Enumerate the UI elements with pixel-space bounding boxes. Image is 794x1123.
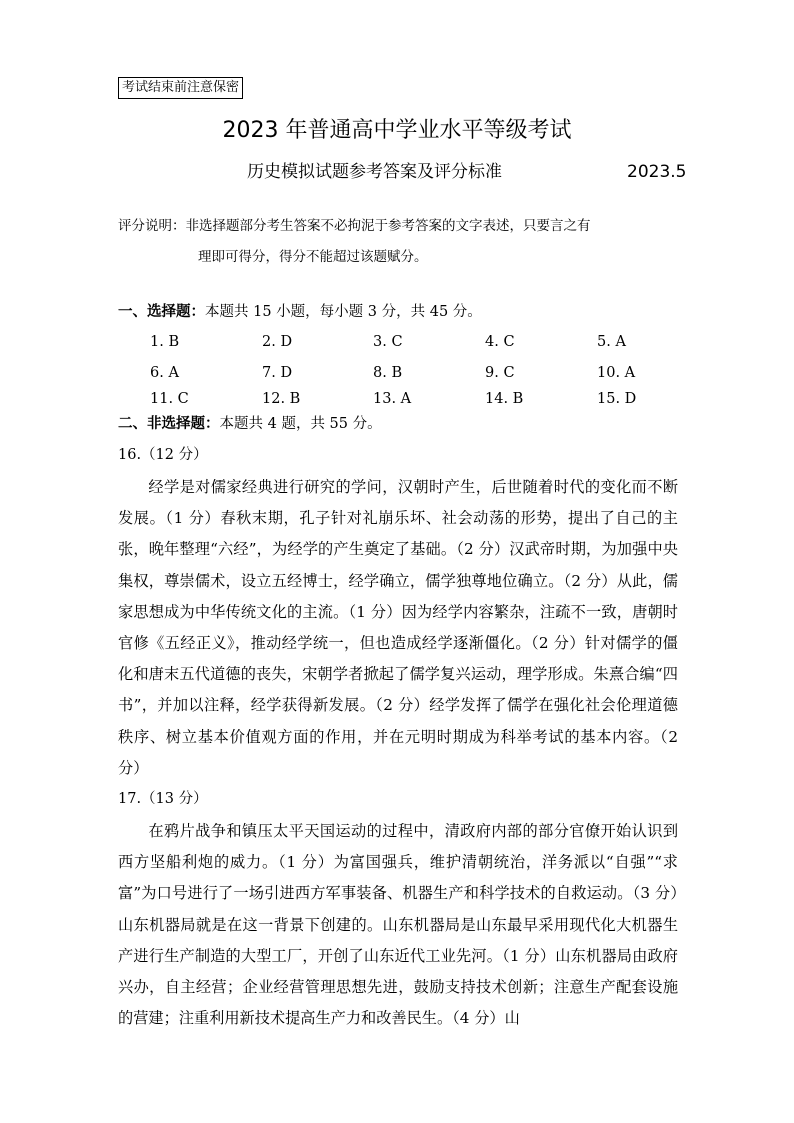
section-2-heading [118,412,382,436]
answer-item: 2. D [262,334,293,350]
answer-item: 10. A [597,365,636,381]
question-16-answer: 经学是对儒家经典进行研究的学问，汉朝时产生，后世随着时代的变化而不断发展。（1 分）春秋末期，孔子针对礼崩乐坏、社会动荡的形势，提出了自己的主张，晚年整理“六经”，为经学的产生奠定了基础。（2 分）汉武帝时期，为加强中央集权，尊崇儒术，设立五经博士，经学确立，儒学独尊地位确立。（2 分）从此，儒家思想成为中华传统文化的主流。（1 分）因为经学内容繁杂，注疏不一致，唐朝时官修《五经正义》，推动经学统一，但也造成经学逐渐僵化。（2 分）针对儒学的僵化和唐末五代道德的丧失，宋朝学者掀起了儒学复兴运动，理学形成。朱熹合编“四书”，并加以注释，经学获得新发展。（2 分）经学发挥了儒学在强化社会伦理道德秩序、树立基本价值观方面的作用，并在元明时期成为科举考试的基本内容。（2 分） [118,478,678,777]
answer-item: 1. B [150,334,180,350]
answer-item: 12. B [262,391,301,407]
answer-item: 6. A [150,365,179,381]
page-subtitle: 历史模拟试题参考答案及评分标准 [247,162,502,182]
answer-item: 8. B [373,365,403,381]
answer-item: 15. D [597,391,637,407]
answer-item: 13. A [373,391,412,407]
answer-item: 11. C [150,391,189,407]
scoring-note-line-1: 评分说明：非选择题部分考生答案不必拘泥于参考答案的文字表述，只要言之有 [118,218,591,234]
section-2-title: 二、非选择题： [118,415,220,432]
question-17-heading: 17.（13 分） [118,791,208,807]
scoring-note-line-2: 理即可得分，得分不能超过该题赋分。 [198,249,428,265]
section-1-heading [118,300,482,324]
section-1-detail: 本题共 15 小题，每小题 3 分，共 45 分。 [205,304,482,320]
answer-item: 5. A [597,334,626,350]
confidential-stamp: 考试结束前注意保密 [118,77,243,99]
question-17-answer: 在鸦片战争和镇压太平天国运动的过程中，清政府内部的部分官僚开始认识到西方坚船利炮的威力。（1 分）为富国强兵，维护清朝统治，洋务派以“自强”“求富”为口号进行了一场引进西方军事装备、机器生产和科学技术的自救运动。（3 分）山东机器局就是在这一背景下创建的。山东机器局是山东最早采用现代化大机器生产进行生产制造的大型工厂，开创了山东近代工业先河。（1 分）山东机器局由政府兴办，自主经营；企业经营管理思想先进，鼓励支持技术创新；注意生产配套设施的营建；注重利用新技术提高生产力和改善民生。（4 分）山 [118,822,678,1028]
section-2-detail: 本题共 4 题，共 55 分。 [219,416,382,432]
exam-date: 2023.5 [627,162,687,182]
answer-item: 14. B [485,391,524,407]
question-16-heading: 16.（12 分） [118,447,208,463]
answer-item: 7. D [262,365,293,381]
page-title: 2023 年普通高中学业水平等级考试 [222,118,572,143]
answer-item: 3. C [373,334,403,350]
answer-item: 9. C [485,365,515,381]
section-1-title: 一、选择题： [118,303,205,320]
answer-item: 4. C [485,334,515,350]
